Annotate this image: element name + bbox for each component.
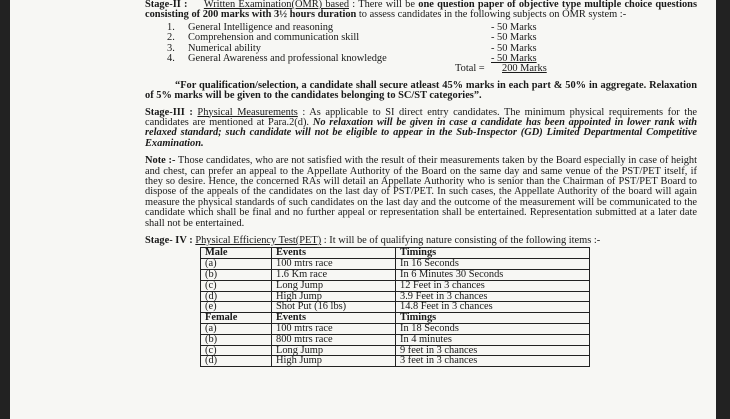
table-cell: 1.6 Km race [272,270,396,281]
table-cell: Long Jump [272,280,396,291]
table-cell: High Jump [272,356,396,367]
table-cell: High Jump [272,291,396,302]
stage2-title: Written Examination(OMR) based [203,0,350,10]
subjects-list [145,23,697,75]
table-cell: 100 mtrs race [272,324,396,335]
stage3-emphasis: No relaxation will be given in case a candidate has been appointed in lower rank with relaxed standard; such candidate will not be eligible to appear in the Sub-Inspector (GD) Limited Departmental Competitive Examination. [145,116,697,149]
note-label: Note :- [145,155,176,167]
stage4-paragraph [145,236,697,246]
note-paragraph [145,156,697,229]
table-row [201,345,590,356]
table-header-female [201,313,590,324]
table-row [201,270,590,281]
header-cell: Male [201,248,272,259]
subject-name: General Awareness and professional knowledge [188,52,387,64]
table-row [201,324,590,335]
table-cell: 3.9 Feet in 3 chances [396,291,590,302]
stage2-label: Stage-II : [145,0,188,10]
table-cell: (c) [201,280,272,291]
subject-marks: - 50 Marks [491,21,537,33]
table-row [201,259,590,270]
table-header-male [201,248,590,259]
table-row [201,334,590,345]
table-cell: (a) [201,324,272,335]
qualification-note [145,81,697,102]
stage4-text: : It will be of qualifying nature consisting of the following items :- [321,235,601,247]
table-cell: (e) [201,302,272,313]
table-cell: 100 mtrs race [272,259,396,270]
table-cell: In 6 Minutes 30 Seconds [396,270,590,281]
subject-number: 4. [167,52,175,64]
total-value: 200 Marks [502,63,547,75]
total-row [145,64,697,74]
table-cell: (b) [201,334,272,345]
table-row [201,280,590,291]
header-cell: Events [272,313,396,324]
subject-number: 2. [167,32,175,44]
stage2-paragraph [145,0,697,21]
table-row [201,291,590,302]
subject-marks: - 50 Marks [491,32,537,44]
document-page [10,0,716,419]
total-label: Total = [455,63,485,75]
stage3-text: : As applicable to SI direct entry candidates. The minimum physical requirements for the candidates are mentioned at Para.2(d). [145,106,698,128]
scan-border-right [716,0,730,419]
stage2-intro-a: : There will be [349,0,419,10]
subject-name: Comprehension and communication skill [188,32,360,44]
stage2-intro-c: to assess candidates in the following subjects on OMR system :- [356,9,627,21]
table-cell: In 16 Seconds [396,259,590,270]
stage4-label: Stage- IV : [145,235,193,247]
table-row [201,302,590,313]
subject-marks: - 50 Marks [491,52,537,64]
table-cell: 3 feet in 3 chances [396,356,590,367]
table-cell: (d) [201,356,272,367]
subject-marks: - 50 Marks [491,42,537,54]
table-cell: 800 mtrs race [272,334,396,345]
table-cell: In 4 minutes [396,334,590,345]
subject-name: General Intelligence and reasoning [188,21,334,33]
header-cell: Timings [396,313,590,324]
document-content [145,0,697,367]
table-row [201,356,590,367]
subject-name: Numerical ability [188,42,261,54]
header-cell: Female [201,313,272,324]
table-cell: (b) [201,270,272,281]
pet-table [200,247,590,367]
stage3-label: Stage-III : [145,106,193,118]
table-cell: 9 feet in 3 chances [396,345,590,356]
subject-number: 3. [167,42,175,54]
stage2-intro-bold: one question paper of objective type multiple choice questions consisting of 200 marks with 3½ hours duration [145,0,697,21]
table-cell: Long Jump [272,345,396,356]
note-text: Those candidates, who are not satisfied with the result of their measurements taken by the Board especially in case of height and chest, can prefer an appeal to the Appellate Authority of the Board on the same day and same venue of the PST/PET itself, if they so desire. Hence, the concerned RAs will detail an Appellate Authority who is senior than the Chairman of PST/PET Board to dispose of the appeals of the candidates on the last day of PST/PET. In such cases, the Appellate Authority of the board will again measure the physical standards of such candidates on the last day and the outcome of the measurement will be communicated to the candidate which shall be final and no further appeal or representation shall be entertained. Representation submitted at a later date shall not be entertained. [145,155,697,229]
table-cell: (c) [201,345,272,356]
list-item [145,54,697,64]
table-cell: 14.8 Feet in 3 chances [396,302,590,313]
header-cell: Events [272,248,396,259]
qualification-text: “For qualification/selection, a candidate shall secure atleast 45% marks in each part & 50% in aggregate. Relaxation of 5% marks will be given to the candidates belonging to SC/ST categories”. [145,79,697,102]
header-cell: Timings [396,248,590,259]
stage3-title: Physical Measurements [197,106,298,118]
scan-border-left [0,0,10,419]
stage4-title: Physical Efficiency Test(PET) [195,235,322,247]
subject-number: 1. [167,21,175,33]
table-cell: Shot Put (16 lbs) [272,302,396,313]
table-cell: (d) [201,291,272,302]
table-cell: In 18 Seconds [396,324,590,335]
stage3-paragraph [145,108,697,150]
table-cell: 12 Feet in 3 chances [396,280,590,291]
table-cell: (a) [201,259,272,270]
